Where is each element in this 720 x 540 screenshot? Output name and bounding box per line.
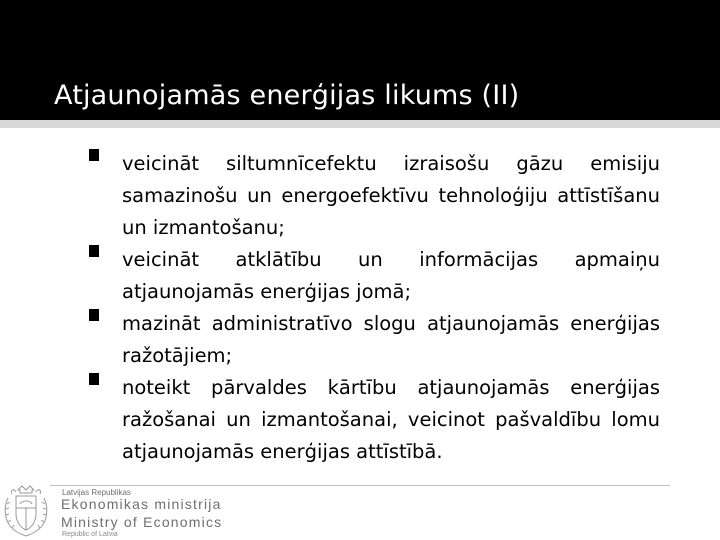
latvia-coat-of-arms-icon <box>2 484 50 538</box>
ministry-name-en: Ministry of Economics <box>61 514 223 530</box>
bullet-text: veicināt siltumnīcefektu izraisošu gāzu emisiju samazinošu un energoefektīvu tehnoloģiju attīstīšanu un izmantošanu; <box>122 152 660 239</box>
bullet-item <box>88 244 660 308</box>
bullet-text: mazināt administratīvo slogu atjaunojamās enerģijas ražotājiem; <box>122 312 660 367</box>
bullet-item <box>88 308 660 372</box>
square-bullet-icon <box>89 149 99 161</box>
republic-label: Republic of Latvia <box>62 531 118 538</box>
bullet-text: veicināt atklātību un informācijas apmaiņu atjaunojamās enerģijas jomā; <box>122 248 660 303</box>
title-divider <box>0 120 720 128</box>
bullet-item <box>88 372 660 468</box>
title-bar <box>0 0 720 120</box>
bullet-list <box>88 148 660 468</box>
government-label: Latvijas Republikas <box>62 488 131 497</box>
square-bullet-icon <box>89 373 99 385</box>
bullet-text: noteikt pārvaldes kārtību atjaunojamās enerģijas ražošanai un izmantošanai, veicinot pašvaldību lomu atjaunojamās enerģijas attīstībā. <box>122 376 660 463</box>
square-bullet-icon <box>89 309 99 321</box>
slide-title: Atjaunojamās enerģijas likums (II) <box>54 80 520 111</box>
ministry-name-lv: Ekonomikas ministrija <box>61 496 222 512</box>
square-bullet-icon <box>89 245 99 257</box>
footer-divider <box>50 485 670 486</box>
bullet-item <box>88 148 660 244</box>
